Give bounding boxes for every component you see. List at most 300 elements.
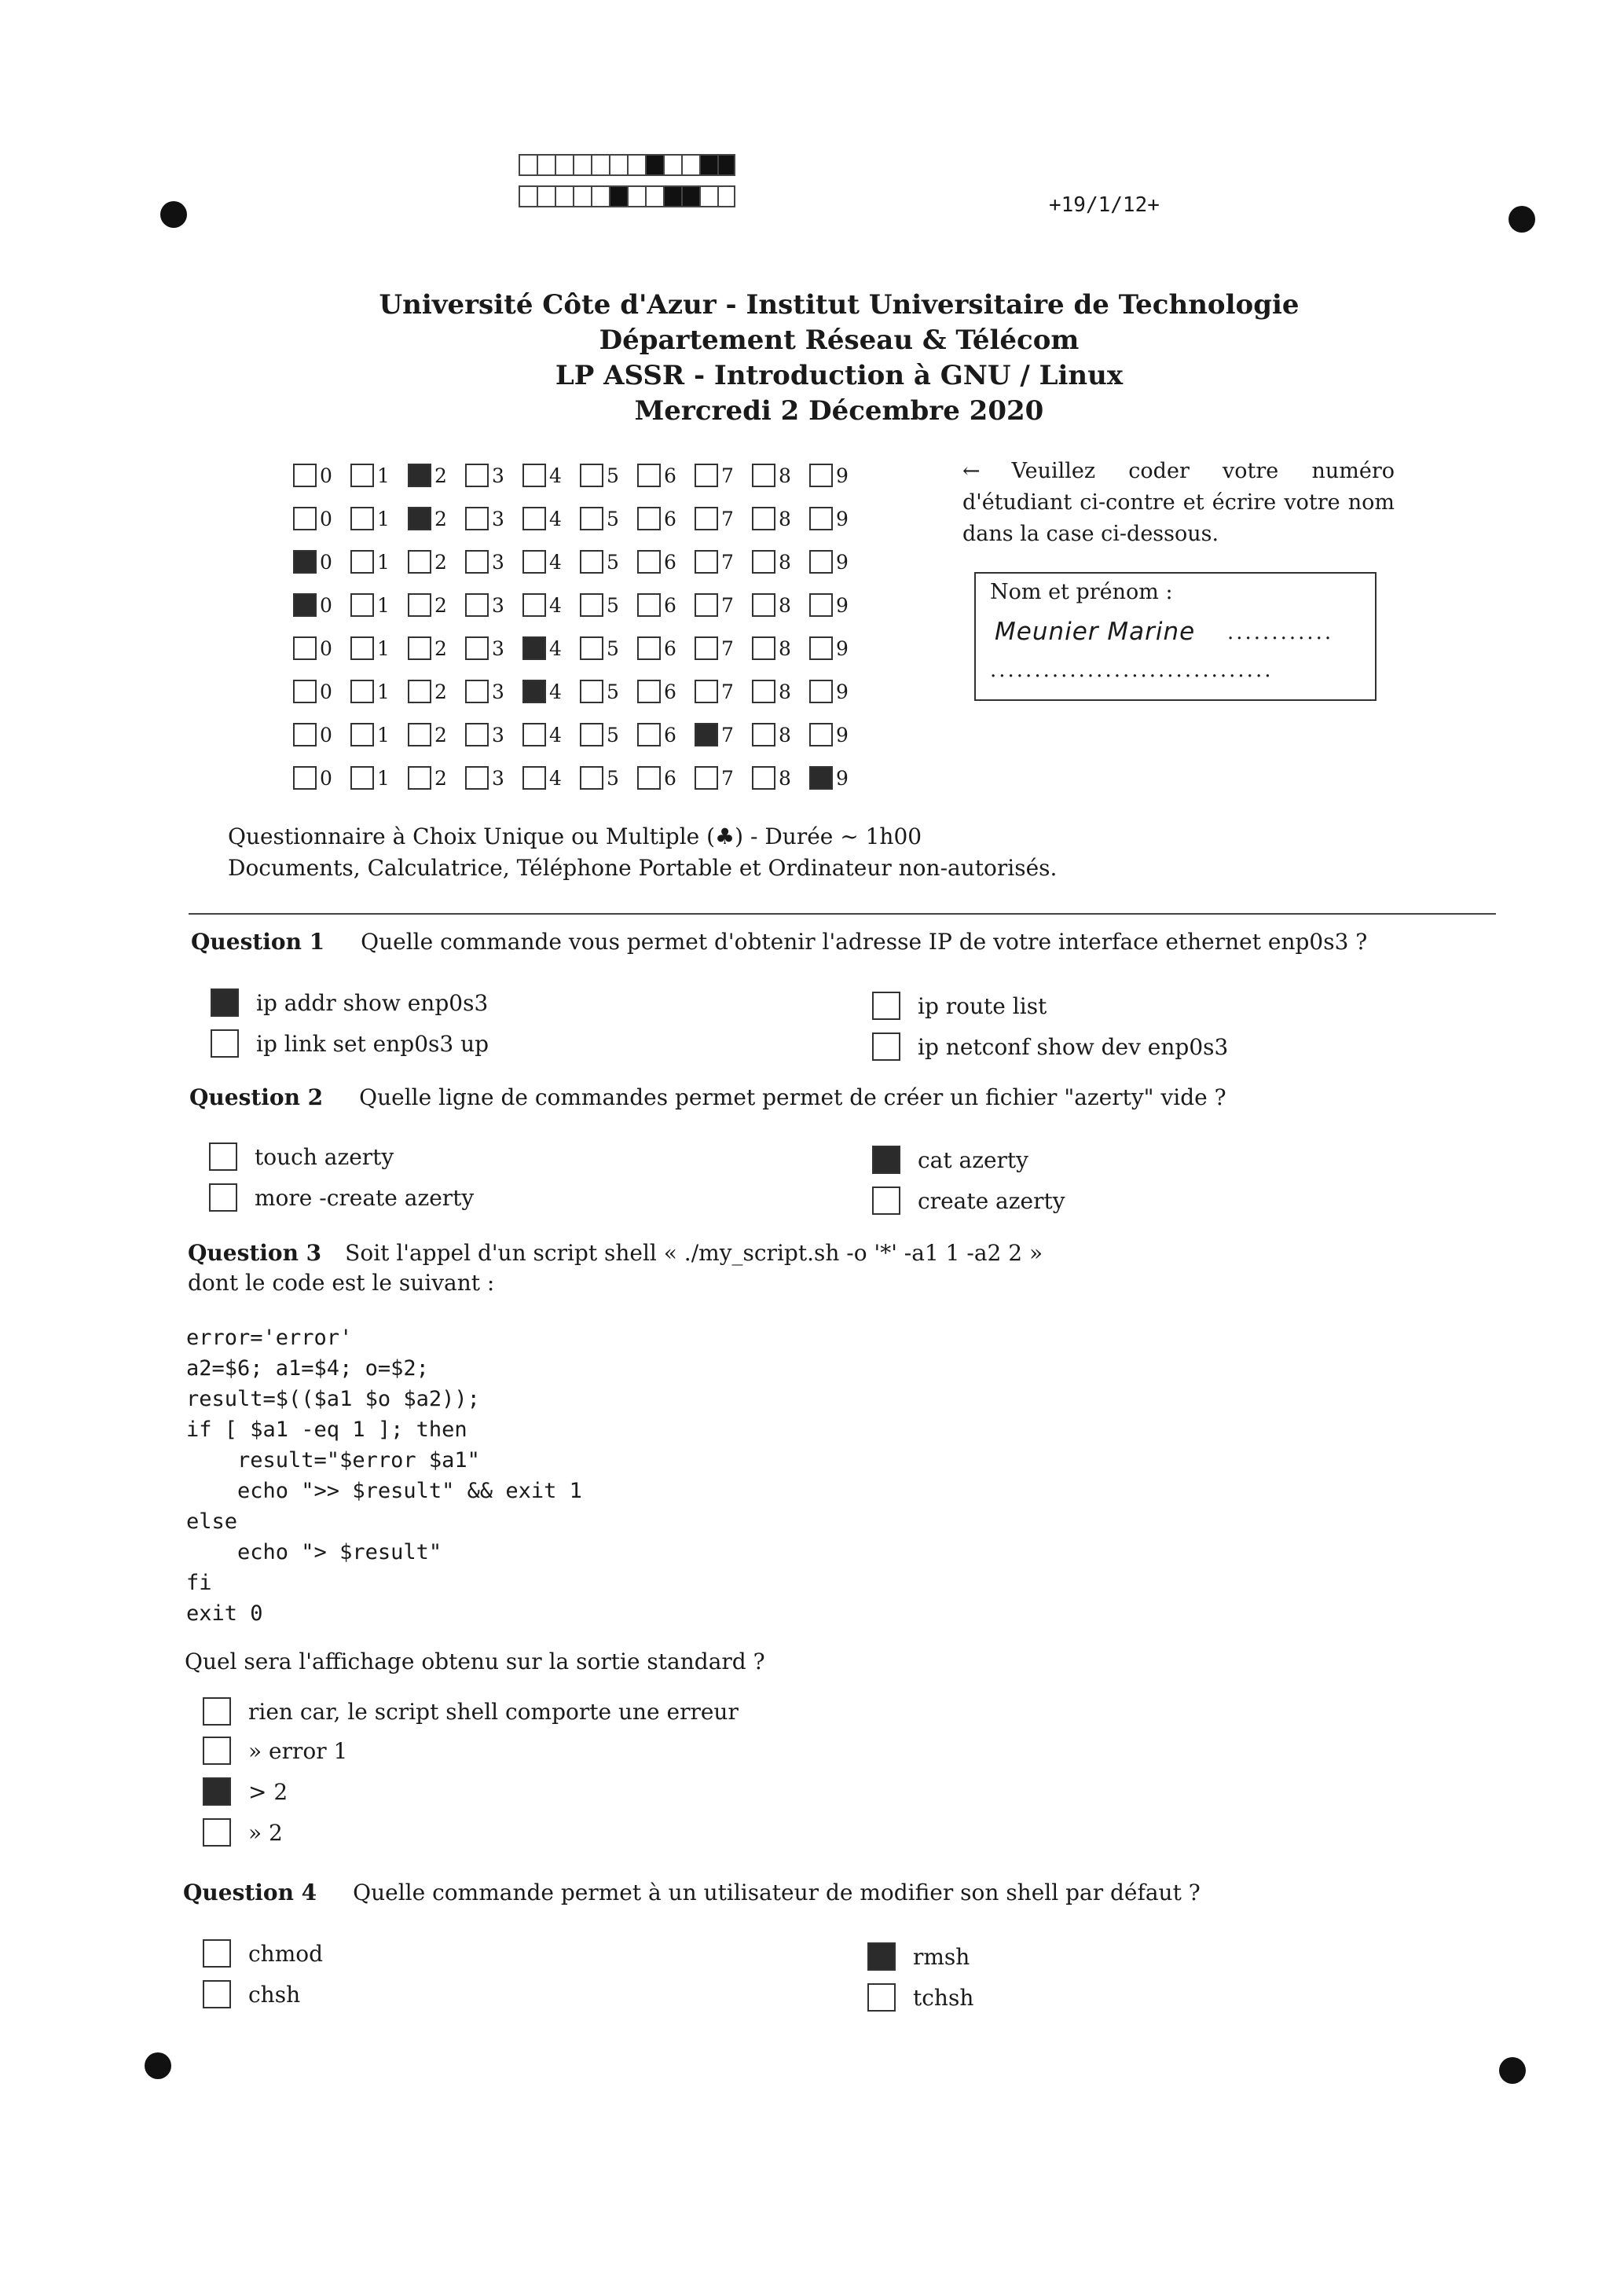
id-digit-option[interactable] xyxy=(293,636,350,660)
barcode-cell xyxy=(519,154,537,176)
id-digit-option[interactable] xyxy=(695,593,752,617)
id-digit-checkbox[interactable] xyxy=(637,593,661,617)
id-digit-label: 9 xyxy=(836,636,849,660)
id-digit-label: 8 xyxy=(779,680,791,703)
id-digit-option[interactable] xyxy=(637,680,695,703)
q3-option-2-checkbox[interactable] xyxy=(203,1737,231,1765)
id-digit-label: 4 xyxy=(549,593,562,617)
q2-option-2-label: cat azerty xyxy=(918,1146,1028,1173)
id-digit-option[interactable] xyxy=(522,507,580,530)
q4-option-1-label: chmod xyxy=(248,1940,324,1967)
q1-option-4-checkbox[interactable] xyxy=(872,1032,900,1061)
q4-option-2-checkbox[interactable] xyxy=(867,1942,896,1971)
id-digit-option[interactable] xyxy=(695,550,752,574)
barcode-cell xyxy=(537,185,555,207)
id-digit-label: 6 xyxy=(664,680,676,703)
id-digit-checkbox[interactable] xyxy=(522,507,546,530)
id-digit-option[interactable] xyxy=(350,593,408,617)
q3-option-4-label: » 2 xyxy=(248,1819,283,1846)
id-digit-checkbox[interactable] xyxy=(293,636,317,660)
q1-option-2-checkbox[interactable] xyxy=(872,992,900,1020)
id-digit-checkbox[interactable] xyxy=(809,680,833,703)
q2-option-1-checkbox[interactable] xyxy=(209,1142,237,1171)
id-digit-label: 1 xyxy=(377,593,390,617)
id-digit-option[interactable] xyxy=(465,593,522,617)
q3-option-4-checkbox[interactable] xyxy=(203,1818,231,1847)
id-digit-option[interactable] xyxy=(637,593,695,617)
id-digit-label: 7 xyxy=(721,766,734,790)
id-digit-checkbox[interactable] xyxy=(695,723,718,746)
id-digit-label: 6 xyxy=(664,550,676,574)
id-digit-checkbox[interactable] xyxy=(580,550,603,574)
handwritten-name: Meunier Marine xyxy=(995,618,1196,646)
id-digit-checkbox[interactable] xyxy=(637,464,661,487)
id-digit-checkbox[interactable] xyxy=(350,550,374,574)
id-digit-option[interactable] xyxy=(293,507,350,530)
id-digit-label: 2 xyxy=(434,723,447,746)
id-digit-label: 9 xyxy=(836,550,849,574)
left-arrow-icon: ← xyxy=(962,459,981,483)
id-digit-checkbox[interactable] xyxy=(522,680,546,703)
id-digit-label: 1 xyxy=(377,680,390,703)
id-digit-option[interactable] xyxy=(752,550,809,574)
id-digit-checkbox[interactable] xyxy=(752,636,775,660)
id-digit-option[interactable] xyxy=(637,550,695,574)
id-digit-checkbox[interactable] xyxy=(408,680,431,703)
q1-option-1-label: ip addr show enp0s3 xyxy=(256,989,489,1016)
id-digit-option[interactable] xyxy=(522,636,580,660)
id-digit-option[interactable] xyxy=(695,464,752,487)
title-university: Université Côte d'Azur - Institut Universitaire de Technologie xyxy=(379,289,1300,321)
id-digit-option[interactable] xyxy=(752,636,809,660)
divider xyxy=(189,913,1496,915)
id-digit-option[interactable] xyxy=(465,680,522,703)
id-digit-checkbox[interactable] xyxy=(293,550,317,574)
id-digit-option[interactable] xyxy=(809,636,867,660)
id-digit-checkbox[interactable] xyxy=(465,723,489,746)
id-digit-label: 0 xyxy=(320,636,332,660)
id-digit-option[interactable] xyxy=(465,723,522,746)
id-digit-option[interactable] xyxy=(522,723,580,746)
id-digit-row xyxy=(293,762,867,794)
id-digit-option[interactable] xyxy=(809,766,867,790)
id-digit-option[interactable] xyxy=(752,680,809,703)
id-digit-label: 0 xyxy=(320,680,332,703)
id-digit-checkbox[interactable] xyxy=(522,550,546,574)
registration-mark-top-left xyxy=(160,201,187,228)
id-digit-checkbox[interactable] xyxy=(809,766,833,790)
id-digit-checkbox[interactable] xyxy=(350,680,374,703)
id-digit-option[interactable] xyxy=(637,636,695,660)
q4-option-1[interactable] xyxy=(203,1939,323,1968)
id-digit-checkbox[interactable] xyxy=(809,464,833,487)
id-instructions-text: Veuillez coder votre numéro d'étudiant ci-contre et écrire votre nom dans la case ci-dessous. xyxy=(962,459,1395,546)
id-digit-checkbox[interactable] xyxy=(580,766,603,790)
id-digit-checkbox[interactable] xyxy=(465,680,489,703)
id-digit-option[interactable] xyxy=(695,507,752,530)
id-digit-option[interactable] xyxy=(408,550,465,574)
id-digit-checkbox[interactable] xyxy=(293,464,317,487)
registration-mark-bottom-left xyxy=(145,2052,171,2079)
id-digit-checkbox[interactable] xyxy=(522,464,546,487)
id-digit-label: 4 xyxy=(549,550,562,574)
q2-option-2[interactable] xyxy=(872,1146,1028,1174)
id-digit-checkbox[interactable] xyxy=(350,507,374,530)
id-digit-row xyxy=(293,676,867,707)
id-digit-checkbox[interactable] xyxy=(350,593,374,617)
id-digit-option[interactable] xyxy=(522,593,580,617)
q1-option-2[interactable] xyxy=(872,992,1047,1020)
id-digit-option[interactable] xyxy=(350,723,408,746)
id-digit-option[interactable] xyxy=(580,680,637,703)
id-digit-option[interactable] xyxy=(637,507,695,530)
id-digit-label: 9 xyxy=(836,507,849,530)
question-1 xyxy=(191,929,1367,955)
q3-option-3-checkbox[interactable] xyxy=(203,1777,231,1806)
id-digit-label: 3 xyxy=(492,550,504,574)
id-digit-label: 8 xyxy=(779,593,791,617)
q3-option-2[interactable] xyxy=(203,1737,347,1765)
id-digit-label: 9 xyxy=(836,593,849,617)
id-digit-checkbox[interactable] xyxy=(465,636,489,660)
id-digit-option[interactable] xyxy=(408,507,465,530)
id-digit-checkbox[interactable] xyxy=(695,766,718,790)
id-digit-checkbox[interactable] xyxy=(350,766,374,790)
id-digit-option[interactable] xyxy=(408,593,465,617)
id-digit-option[interactable] xyxy=(350,680,408,703)
id-digit-checkbox[interactable] xyxy=(752,550,775,574)
id-digit-label: 5 xyxy=(607,636,619,660)
id-digit-label: 4 xyxy=(549,680,562,703)
id-digit-option[interactable] xyxy=(637,464,695,487)
q2-option-1[interactable] xyxy=(209,1142,394,1171)
id-digit-option[interactable] xyxy=(637,766,695,790)
q2-option-3-label: more -create azerty xyxy=(255,1184,475,1211)
id-digit-label: 8 xyxy=(779,550,791,574)
id-digit-option[interactable] xyxy=(408,680,465,703)
id-digit-option[interactable] xyxy=(293,593,350,617)
id-digit-checkbox[interactable] xyxy=(752,507,775,530)
id-digit-option[interactable] xyxy=(350,766,408,790)
q4-option-2-label: rmsh xyxy=(913,1943,970,1970)
id-digit-option[interactable] xyxy=(350,464,408,487)
id-digit-checkbox[interactable] xyxy=(637,766,661,790)
id-digit-checkbox[interactable] xyxy=(522,766,546,790)
id-digit-label: 7 xyxy=(721,680,734,703)
id-digit-option[interactable] xyxy=(809,464,867,487)
id-digit-option[interactable] xyxy=(522,680,580,703)
id-digit-checkbox[interactable] xyxy=(809,593,833,617)
barcode-cell xyxy=(591,154,609,176)
question-3 xyxy=(188,1240,1043,1266)
id-digit-option[interactable] xyxy=(752,593,809,617)
id-digit-option[interactable] xyxy=(809,593,867,617)
id-digit-option[interactable] xyxy=(637,723,695,746)
id-digit-checkbox[interactable] xyxy=(465,766,489,790)
id-digit-label: 1 xyxy=(377,636,390,660)
id-digit-option[interactable] xyxy=(695,680,752,703)
barcode-cell xyxy=(717,154,735,176)
exam-format: Questionnaire à Choix Unique ou Multiple (♣) - Durée ~ 1h00 xyxy=(228,823,922,849)
id-digit-option[interactable] xyxy=(752,507,809,530)
barcode-cell xyxy=(537,154,555,176)
id-digit-label: 3 xyxy=(492,766,504,790)
id-digit-checkbox[interactable] xyxy=(465,593,489,617)
id-digit-row xyxy=(293,589,867,621)
id-digit-option[interactable] xyxy=(408,464,465,487)
id-digit-label: 5 xyxy=(607,723,619,746)
id-digit-label: 5 xyxy=(607,766,619,790)
q3-option-2-label: » error 1 xyxy=(248,1737,348,1764)
q4-option-2[interactable] xyxy=(867,1942,970,1971)
id-digit-label: 7 xyxy=(721,593,734,617)
q3-option-3-label: > 2 xyxy=(248,1778,288,1805)
id-digit-label: 2 xyxy=(434,507,447,530)
q3-option-3[interactable] xyxy=(203,1777,288,1806)
id-digit-label: 0 xyxy=(320,593,332,617)
q3-option-1[interactable] xyxy=(203,1697,739,1726)
registration-mark-bottom-right xyxy=(1499,2057,1526,2084)
id-digit-checkbox[interactable] xyxy=(465,464,489,487)
q4-option-4[interactable] xyxy=(867,1983,973,2012)
id-digit-option[interactable] xyxy=(522,766,580,790)
id-digit-checkbox[interactable] xyxy=(350,464,374,487)
q4-option-4-label: tchsh xyxy=(913,1984,974,2011)
id-digit-label: 4 xyxy=(549,766,562,790)
id-digit-label: 1 xyxy=(377,550,390,574)
barcode-cell xyxy=(699,154,717,176)
id-digit-checkbox[interactable] xyxy=(809,550,833,574)
q1-option-1[interactable] xyxy=(211,988,488,1017)
id-digit-option[interactable] xyxy=(752,766,809,790)
q2-option-3[interactable] xyxy=(209,1183,474,1212)
id-digit-checkbox[interactable] xyxy=(637,680,661,703)
barcode-cell xyxy=(627,154,645,176)
id-digit-checkbox[interactable] xyxy=(580,636,603,660)
q1-option-3-label: ip link set enp0s3 up xyxy=(256,1030,489,1057)
id-digit-label: 7 xyxy=(721,464,734,487)
id-digit-checkbox[interactable] xyxy=(465,507,489,530)
barcode-cell xyxy=(609,154,627,176)
id-digit-checkbox[interactable] xyxy=(752,766,775,790)
id-digit-option[interactable] xyxy=(580,550,637,574)
name-box-label: Nom et prénom : xyxy=(990,580,1173,604)
id-digit-checkbox[interactable] xyxy=(695,593,718,617)
barcode-cell xyxy=(627,185,645,207)
id-digit-checkbox[interactable] xyxy=(809,507,833,530)
q2-option-3-checkbox[interactable] xyxy=(209,1183,237,1212)
id-digit-checkbox[interactable] xyxy=(752,593,775,617)
exam-rules: Documents, Calculatrice, Téléphone Portable et Ordinateur non-autorisés. xyxy=(228,855,1058,881)
id-digit-option[interactable] xyxy=(695,636,752,660)
id-digit-checkbox[interactable] xyxy=(809,723,833,746)
id-digit-label: 6 xyxy=(664,766,676,790)
id-digit-row xyxy=(293,460,867,491)
id-digit-label: 3 xyxy=(492,636,504,660)
id-digit-checkbox[interactable] xyxy=(293,593,317,617)
id-digit-option[interactable] xyxy=(809,550,867,574)
id-digit-option[interactable] xyxy=(293,723,350,746)
id-digit-checkbox[interactable] xyxy=(637,550,661,574)
id-digit-checkbox[interactable] xyxy=(580,593,603,617)
id-digit-checkbox[interactable] xyxy=(695,507,718,530)
q1-option-3[interactable] xyxy=(211,1029,489,1058)
id-digit-option[interactable] xyxy=(809,507,867,530)
q1-option-1-checkbox[interactable] xyxy=(211,988,239,1017)
id-digit-label: 6 xyxy=(664,723,676,746)
id-digit-label: 1 xyxy=(377,464,390,487)
q2-option-2-checkbox[interactable] xyxy=(872,1146,900,1174)
barcode-cell xyxy=(681,154,699,176)
id-digit-checkbox[interactable] xyxy=(350,636,374,660)
id-digit-label: 2 xyxy=(434,550,447,574)
id-digit-checkbox[interactable] xyxy=(695,680,718,703)
barcode-cell xyxy=(717,185,735,207)
id-digit-label: 1 xyxy=(377,507,390,530)
id-digit-checkbox[interactable] xyxy=(637,636,661,660)
question-2 xyxy=(189,1084,1226,1110)
barcode-cell xyxy=(573,185,591,207)
q1-option-4[interactable] xyxy=(872,1032,1228,1061)
id-digit-checkbox[interactable] xyxy=(637,723,661,746)
id-digit-option[interactable] xyxy=(465,766,522,790)
id-digit-checkbox[interactable] xyxy=(637,507,661,530)
id-digit-checkbox[interactable] xyxy=(809,636,833,660)
id-digit-option[interactable] xyxy=(580,766,637,790)
id-digit-option[interactable] xyxy=(408,766,465,790)
id-digit-label: 0 xyxy=(320,464,332,487)
title-department: Département Réseau & Télécom xyxy=(599,325,1080,356)
id-digit-checkbox[interactable] xyxy=(580,507,603,530)
id-digit-checkbox[interactable] xyxy=(465,550,489,574)
id-digit-option[interactable] xyxy=(752,464,809,487)
id-digit-option[interactable] xyxy=(695,723,752,746)
id-digit-checkbox[interactable] xyxy=(408,550,431,574)
q2-option-4-checkbox[interactable] xyxy=(872,1187,900,1215)
id-digit-row xyxy=(293,546,867,578)
id-digit-option[interactable] xyxy=(350,636,408,660)
id-digit-option[interactable] xyxy=(293,550,350,574)
q4-option-3[interactable] xyxy=(203,1980,300,2008)
registration-mark-top-right xyxy=(1509,206,1535,233)
id-digit-checkbox[interactable] xyxy=(695,550,718,574)
id-digit-option[interactable] xyxy=(809,723,867,746)
id-digit-label: 9 xyxy=(836,723,849,746)
id-digit-checkbox[interactable] xyxy=(293,507,317,530)
id-digit-label: 2 xyxy=(434,464,447,487)
id-digit-option[interactable] xyxy=(350,550,408,574)
id-digit-option[interactable] xyxy=(522,550,580,574)
id-digit-label: 1 xyxy=(377,723,390,746)
id-digit-option[interactable] xyxy=(580,723,637,746)
barcode-cell xyxy=(681,185,699,207)
id-digit-checkbox[interactable] xyxy=(695,464,718,487)
id-digit-label: 3 xyxy=(492,723,504,746)
q3-option-4[interactable] xyxy=(203,1818,283,1847)
id-digit-checkbox[interactable] xyxy=(580,680,603,703)
q4-option-1-checkbox[interactable] xyxy=(203,1939,231,1968)
id-digit-checkbox[interactable] xyxy=(408,593,431,617)
id-digit-checkbox[interactable] xyxy=(522,636,546,660)
id-digit-option[interactable] xyxy=(580,593,637,617)
id-digit-option[interactable] xyxy=(350,507,408,530)
id-digit-option[interactable] xyxy=(580,464,637,487)
id-digit-checkbox[interactable] xyxy=(522,593,546,617)
id-digit-option[interactable] xyxy=(522,464,580,487)
id-digit-checkbox[interactable] xyxy=(350,723,374,746)
id-digit-option[interactable] xyxy=(465,550,522,574)
id-digit-label: 6 xyxy=(664,464,676,487)
id-digit-checkbox[interactable] xyxy=(580,723,603,746)
id-instructions xyxy=(962,456,1395,550)
id-digit-checkbox[interactable] xyxy=(408,507,431,530)
q4-option-3-label: chsh xyxy=(248,1981,301,2008)
barcode-cell xyxy=(555,154,573,176)
id-digit-option[interactable] xyxy=(695,766,752,790)
id-digit-label: 7 xyxy=(721,636,734,660)
barcode-cell xyxy=(555,185,573,207)
id-digit-option[interactable] xyxy=(293,680,350,703)
id-digit-option[interactable] xyxy=(752,723,809,746)
id-digit-checkbox[interactable] xyxy=(522,723,546,746)
id-digit-label: 1 xyxy=(377,766,390,790)
id-digit-row xyxy=(293,503,867,534)
id-digit-label: 8 xyxy=(779,766,791,790)
barcode-cell xyxy=(519,185,537,207)
id-digit-label: 5 xyxy=(607,464,619,487)
id-digit-checkbox[interactable] xyxy=(408,636,431,660)
id-digit-checkbox[interactable] xyxy=(293,766,317,790)
id-digit-checkbox[interactable] xyxy=(580,464,603,487)
id-digit-option[interactable] xyxy=(408,636,465,660)
id-digit-checkbox[interactable] xyxy=(752,723,775,746)
id-digit-checkbox[interactable] xyxy=(408,723,431,746)
id-digit-option[interactable] xyxy=(580,636,637,660)
name-dotted-line-1: ............ xyxy=(1227,621,1334,644)
q3-option-1-checkbox[interactable] xyxy=(203,1697,231,1726)
name-box[interactable] xyxy=(974,572,1377,701)
question-3-text: Soit l'appel d'un script shell « ./my_script.sh -o '*' -a1 1 -a2 2 » xyxy=(345,1240,1043,1266)
id-digit-row xyxy=(293,719,867,750)
id-digit-option[interactable] xyxy=(293,464,350,487)
q1-option-3-checkbox[interactable] xyxy=(211,1029,239,1058)
id-digit-label: 9 xyxy=(836,766,849,790)
question-2-text: Quelle ligne de commandes permet permet de créer un fichier "azerty" vide ? xyxy=(359,1084,1226,1110)
q4-option-3-checkbox[interactable] xyxy=(203,1980,231,2008)
id-digit-row xyxy=(293,633,867,664)
id-digit-option[interactable] xyxy=(408,723,465,746)
id-digit-option[interactable] xyxy=(465,507,522,530)
id-digit-checkbox[interactable] xyxy=(408,766,431,790)
id-digit-label: 0 xyxy=(320,766,332,790)
id-digit-option[interactable] xyxy=(465,636,522,660)
id-digit-checkbox[interactable] xyxy=(695,636,718,660)
id-digit-option[interactable] xyxy=(465,464,522,487)
id-digit-option[interactable] xyxy=(809,680,867,703)
q2-option-4[interactable] xyxy=(872,1187,1065,1215)
id-digit-option[interactable] xyxy=(580,507,637,530)
q2-option-1-label: touch azerty xyxy=(255,1143,394,1170)
id-digit-label: 0 xyxy=(320,723,332,746)
id-digit-checkbox[interactable] xyxy=(752,680,775,703)
q4-option-4-checkbox[interactable] xyxy=(867,1983,896,2012)
id-digit-checkbox[interactable] xyxy=(293,723,317,746)
id-digit-checkbox[interactable] xyxy=(752,464,775,487)
q3-option-1-label: rien car, le script shell comporte une erreur xyxy=(248,1698,739,1725)
id-digit-checkbox[interactable] xyxy=(408,464,431,487)
id-digit-checkbox[interactable] xyxy=(293,680,317,703)
id-digit-option[interactable] xyxy=(293,766,350,790)
